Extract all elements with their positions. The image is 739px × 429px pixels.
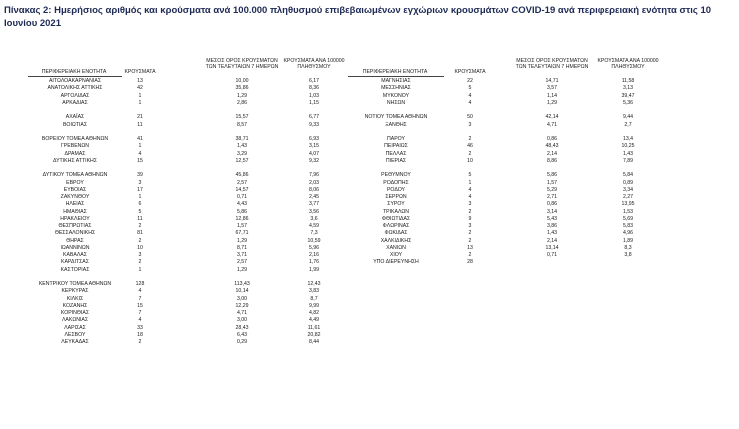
cell-cases: 46: [467, 143, 473, 150]
cell-avg7: 0,86: [546, 136, 558, 142]
cell-avg7: 12,29: [235, 302, 249, 309]
table-row: [28, 267, 358, 274]
cell-region: ΠΑΡΟΥ: [387, 136, 405, 142]
table-row: [28, 100, 358, 107]
cell-avg7: 12,86: [235, 215, 249, 222]
table-row: [348, 238, 678, 245]
table-row: [348, 158, 678, 165]
cell-avg7: 4,43: [236, 201, 248, 208]
table-row: [28, 310, 358, 317]
cell-per100k: 1,53: [622, 208, 634, 215]
table-row: [28, 259, 358, 266]
cell-region: ΚΕΡΚΥΡΑΣ: [61, 288, 89, 295]
cell-avg7: 3,86: [546, 223, 558, 229]
cell-avg7: 2,14: [546, 150, 558, 157]
cell-cases: 4: [468, 194, 472, 200]
cell-avg7: 5,43: [546, 215, 558, 222]
cell-avg7: 28,43: [235, 324, 249, 331]
cell-cases: 17: [137, 186, 143, 193]
cell-cases: 15: [137, 302, 143, 309]
cell-per100k: 7,96: [308, 172, 320, 179]
cell-region: ΦΘΙΩΤΙΔΑΣ: [381, 215, 411, 222]
cell-per100k: 13,4: [622, 136, 634, 142]
cell-cases: 50: [467, 114, 473, 121]
cell-region: ΔΥΤΙΚΟΥ ΤΟΜΕΑ ΑΘΗΝΩΝ: [42, 172, 108, 179]
cell-per100k: 39,47: [621, 92, 635, 99]
table-row: [28, 209, 358, 216]
cell-region: ΠΕΙΡΑΙΩΣ: [384, 143, 408, 150]
cell-region: ΣΕΡΡΩΝ: [385, 194, 407, 200]
header-region: ΠΕΡΙΦΕΡΕΙΑΚΗ ΕΝΟΤΗΤΑ: [41, 69, 107, 75]
cell-cases: 7: [138, 310, 142, 316]
cell-avg7: 2,86: [236, 99, 248, 106]
table-row: [28, 230, 358, 237]
cell-per100k: 5,36: [622, 99, 634, 106]
cell-avg7: 38,71: [235, 136, 249, 142]
table-row: [28, 158, 358, 165]
table-row: [348, 122, 678, 129]
cell-region: ΛΕΥΚΑΔΑΣ: [61, 339, 89, 345]
cell-cases: 2: [468, 136, 472, 142]
table-row: [28, 288, 358, 295]
cell-region: ΧΑΛΚΙΔΙΚΗΣ: [380, 237, 412, 244]
table-row: [348, 252, 678, 259]
cell-cases: 1: [138, 143, 142, 150]
cell-cases: 3: [468, 121, 472, 128]
cell-region: ΛΑΡΙΣΑΣ: [64, 324, 86, 331]
cell-region: ΚΑΒΑΛΑΣ: [63, 252, 87, 258]
table-row: [28, 296, 358, 303]
cell-per100k: 9,44: [622, 114, 634, 121]
cell-per100k: 8,3: [624, 244, 632, 251]
cell-cases: 2: [468, 208, 472, 215]
cell-cases: 5: [468, 172, 472, 179]
cell-avg7: 3,00: [236, 295, 248, 302]
cell-per100k: 2,16: [308, 252, 320, 258]
cell-per100k: 4,96: [622, 230, 634, 237]
cell-avg7: 0,71: [546, 252, 558, 258]
header-avg7: ΜΕΣΟΣ ΟΡΟΣ ΚΡΟΥΣΜΑΤΩΝ ΤΩΝ ΤΕΛΕΥΤΑΙΩΝ 7 ΗΜΕΡΩΝ: [205, 58, 279, 70]
cell-avg7: 2,71: [546, 194, 558, 200]
cell-region: ΔΡΑΜΑΣ: [64, 150, 86, 157]
cell-cases: 1: [468, 179, 472, 186]
cell-per100k: 7,89: [622, 157, 634, 164]
cell-per100k: 6,17: [308, 78, 320, 84]
cell-region: ΣΥΡΟΥ: [387, 201, 405, 208]
table-row: [28, 216, 358, 223]
table-row: [28, 114, 358, 121]
table-row: [348, 194, 678, 201]
cell-per100k: 6,93: [308, 136, 320, 142]
cell-cases: 2: [468, 237, 472, 244]
table-row: [28, 136, 358, 143]
cell-avg7: 4,71: [546, 121, 558, 128]
table-row: [348, 93, 678, 100]
cell-region: ΡΟΔΟΥ: [386, 186, 406, 193]
cell-cases: 1: [138, 92, 142, 99]
cell-per100k: 6,77: [308, 114, 320, 121]
cell-per100k: 1,15: [308, 99, 320, 106]
table-row: [28, 180, 358, 187]
cell-per100k: 2,45: [308, 194, 320, 200]
cell-avg7: 1,29: [236, 237, 248, 244]
cell-cases: 22: [467, 78, 473, 84]
cell-avg7: 0,86: [546, 201, 558, 208]
cell-cases: 1: [138, 266, 142, 273]
cell-per100k: 4,82: [308, 310, 320, 316]
cell-region: ΧΙΟΥ: [389, 252, 403, 258]
cell-avg7: 3,00: [236, 317, 248, 324]
cell-avg7: 3,57: [546, 85, 558, 92]
cell-avg7: 14,71: [545, 78, 559, 84]
cell-avg7: 5,29: [546, 186, 558, 193]
cell-cases: 1: [138, 194, 142, 200]
table-row: [28, 85, 358, 92]
cell-region: ΑΡΓΟΛΙΔΑΣ: [60, 92, 90, 99]
cell-per100k: 8,36: [308, 85, 320, 92]
cell-per100k: 3,6: [310, 215, 318, 222]
cell-avg7: 0,29: [236, 339, 248, 345]
table-row: [348, 172, 678, 179]
cell-region: ΑΝΑΤΟΛΙΚΗΣ ΑΤΤΙΚΗΣ: [47, 85, 103, 92]
cell-region: ΗΜΑΘΙΑΣ: [63, 208, 87, 215]
table-row: [28, 238, 358, 245]
cell-per100k: 1,99: [308, 266, 320, 273]
header-avg7: ΜΕΣΟΣ ΟΡΟΣ ΚΡΟΥΣΜΑΤΩΝ ΤΩΝ ΤΕΛΕΥΤΑΙΩΝ 7 ΗΜΕΡΩΝ: [515, 58, 589, 70]
cell-per100k: 5,83: [622, 223, 634, 229]
cell-per100k: 8,44: [308, 339, 320, 345]
cell-cases: 3: [468, 223, 472, 229]
cell-avg7: 1,29: [546, 99, 558, 106]
cell-per100k: 11,58: [621, 78, 635, 84]
cell-cases: 13: [137, 78, 143, 84]
cell-per100k: 2,7: [624, 121, 632, 128]
cell-cases: 42: [137, 85, 143, 92]
cell-per100k: 3,8: [624, 252, 632, 258]
cell-region: ΑΧΑΪΑΣ: [65, 114, 85, 121]
cell-avg7: 3,14: [546, 208, 558, 215]
cell-per100k: 9,32: [308, 157, 320, 164]
cell-cases: 5: [138, 208, 142, 215]
cell-cases: 5: [468, 85, 472, 92]
cell-per100k: 3,34: [622, 186, 634, 193]
header-underline: [28, 76, 122, 77]
cell-avg7: 6,43: [236, 331, 248, 338]
table-row: [28, 93, 358, 100]
cell-avg7: 2,57: [236, 179, 248, 186]
cell-per100k: 1,89: [622, 237, 634, 244]
cell-avg7: 15,57: [235, 114, 249, 121]
cell-per100k: 4,49: [308, 317, 320, 324]
cell-region: ΘΗΡΑΣ: [66, 237, 84, 244]
cell-cases: 3: [468, 201, 472, 208]
cell-per100k: 3,15: [308, 143, 320, 150]
cell-avg7: 0,71: [236, 194, 248, 200]
cell-region: ΔΥΤΙΚΗΣ ΑΤΤΙΚΗΣ: [53, 157, 97, 164]
table-row: [348, 151, 678, 158]
header-per100k: ΚΡΟΥΣΜΑΤΑ ΑΝΑ 100000 ΠΛΗΘΥΣΜΟΥ: [283, 58, 345, 70]
cell-per100k: 3,13: [622, 85, 634, 92]
cell-region: ΤΡΙΚΑΛΩΝ: [382, 208, 410, 215]
cell-avg7: 3,71: [236, 252, 248, 258]
cell-cases: 2: [138, 223, 142, 229]
cell-region: ΑΡΚΑΔΙΑΣ: [62, 99, 88, 106]
cell-per100k: 7,3: [310, 230, 318, 237]
cell-region: ΞΑΝΘΗΣ: [385, 121, 407, 128]
cell-region: ΧΑΝΙΩΝ: [386, 244, 406, 251]
cell-cases: 15: [137, 157, 143, 164]
cell-avg7: 1,29: [236, 266, 248, 273]
cell-avg7: 5,86: [236, 208, 248, 215]
cell-per100k: 1,76: [308, 259, 320, 266]
cell-cases: 18: [137, 331, 143, 338]
cell-cases: 81: [137, 230, 143, 237]
table-row: [28, 223, 358, 230]
table-row: [28, 245, 358, 252]
table-row: [28, 303, 358, 310]
cell-region: ΡΕΘΥΜΝΟΥ: [381, 172, 411, 179]
table-row: [28, 143, 358, 150]
cell-avg7: 2,14: [546, 237, 558, 244]
cell-avg7: 13,14: [545, 244, 559, 251]
table-row: [348, 136, 678, 143]
cell-per100k: 2,27: [622, 194, 634, 200]
cell-per100k: 9,33: [308, 121, 320, 128]
cell-cases: 2: [138, 259, 142, 266]
cell-cases: 21: [137, 114, 143, 121]
cell-cases: 4: [138, 150, 142, 157]
table-row: [348, 223, 678, 230]
cell-cases: 128: [135, 281, 145, 287]
cell-cases: 10: [467, 157, 473, 164]
table-row: [28, 122, 358, 129]
cell-cases: 3: [138, 252, 142, 258]
cell-avg7: 42,14: [545, 114, 559, 121]
cell-cases: 4: [468, 186, 472, 193]
header-underline: [348, 76, 444, 77]
cell-per100k: 5,84: [622, 172, 634, 179]
cell-region: ΦΛΩΡΙΝΑΣ: [382, 223, 410, 229]
table-caption: Πίνακας 2: Ημερήσιος αριθμός και κρούσματα ανά 100.000 πληθυσμού επιβεβαιωμένων εγχώριων κρουσμάτων COVID-19 ανά περιφερειακή ενότητα στις 10 Ιουνίου 2021: [4, 5, 712, 29]
cell-avg7: 3,29: [236, 150, 248, 157]
cell-avg7: 4,71: [236, 310, 248, 316]
cell-region: ΥΠΟ ΔΙΕΡΕΥΝΗΣΗ: [373, 259, 419, 266]
table-row: [28, 151, 358, 158]
cell-region: ΚΑΡΔΙΤΣΑΣ: [61, 259, 89, 266]
cell-cases: 2: [468, 230, 472, 237]
cell-region: ΛΑΚΩΝΙΑΣ: [61, 317, 89, 324]
cell-avg7: 1,43: [236, 143, 248, 150]
cell-cases: 39: [137, 172, 143, 179]
cell-region: ΗΛΕΙΑΣ: [65, 201, 85, 208]
cell-per100k: 9,99: [308, 302, 320, 309]
cell-region: ΠΙΕΡΙΑΣ: [385, 157, 407, 164]
header-cases: ΚΡΟΥΣΜΑΤΑ: [454, 69, 486, 75]
cell-cases: 2: [138, 237, 142, 244]
cell-per100k: 2,03: [308, 179, 320, 186]
cell-cases: 4: [468, 99, 472, 106]
cell-avg7: 1,43: [546, 230, 558, 237]
cell-per100k: 8,7: [310, 295, 318, 302]
table-row: [348, 216, 678, 223]
cell-cases: 33: [137, 324, 143, 331]
cell-region: ΚΟΡΙΝΘΙΑΣ: [60, 310, 90, 316]
table-row: [28, 332, 358, 339]
cell-avg7: 48,43: [545, 143, 559, 150]
table-row: [28, 317, 358, 324]
cell-region: ΒΟΡΕΙΟΥ ΤΟΜΕΑ ΑΘΗΝΩΝ: [41, 136, 109, 142]
table-row: [28, 78, 358, 85]
cell-region: ΡΟΔΟΠΗΣ: [383, 179, 409, 186]
table-row: [28, 252, 358, 259]
cell-region: ΕΒΡΟΥ: [66, 179, 84, 186]
cell-avg7: 8,71: [236, 244, 248, 251]
table-row: [348, 187, 678, 194]
cell-cases: 1: [138, 99, 142, 106]
cell-per100k: 12,43: [307, 281, 321, 287]
cell-avg7: 5,86: [546, 172, 558, 179]
cell-avg7: 14,57: [235, 186, 249, 193]
cell-cases: 28: [467, 259, 473, 266]
table-row: [348, 78, 678, 85]
cell-region: ΦΩΚΙΔΑΣ: [384, 230, 408, 237]
cell-avg7: 10,14: [235, 288, 249, 295]
cell-avg7: 1,29: [236, 92, 248, 99]
cell-region: ΛΕΣΒΟΥ: [64, 331, 86, 338]
table-row: [28, 339, 358, 346]
cell-avg7: 45,86: [235, 172, 249, 179]
cell-cases: 6: [138, 201, 142, 208]
cell-cases: 2: [138, 339, 142, 345]
header-cases: ΚΡΟΥΣΜΑΤΑ: [124, 69, 156, 75]
cell-avg7: 8,86: [546, 157, 558, 164]
cell-region: ΚΕΝΤΡΙΚΟΥ ΤΟΜΕΑ ΑΘΗΝΩΝ: [38, 281, 112, 287]
cell-avg7: 8,57: [236, 121, 248, 128]
cell-per100k: 3,77: [308, 201, 320, 208]
cell-per100k: 11,61: [307, 324, 321, 331]
cell-region: ΘΕΣΠΡΩΤΙΑΣ: [58, 223, 92, 229]
cell-avg7: 1,57: [546, 179, 558, 186]
table-row: [28, 201, 358, 208]
cell-per100k: 0,89: [622, 179, 634, 186]
cell-avg7: 1,14: [546, 92, 558, 99]
table-row: [348, 259, 678, 266]
cell-avg7: 1,57: [236, 223, 248, 229]
table-row: [348, 85, 678, 92]
table-row: [348, 143, 678, 150]
cell-cases: 41: [137, 136, 143, 142]
cell-avg7: 113,43: [234, 281, 250, 287]
cell-region: ΙΩΑΝΝΙΝΩΝ: [60, 244, 90, 251]
cell-per100k: 10,59: [307, 237, 321, 244]
cell-per100k: 4,59: [308, 223, 320, 229]
cell-region: ΗΡΑΚΛΕΙΟΥ: [60, 215, 90, 222]
cell-region: ΝΟΤΙΟΥ ΤΟΜΕΑ ΑΘΗΝΩΝ: [364, 114, 428, 121]
cell-per100k: 20,82: [307, 331, 321, 338]
header-per100k: ΚΡΟΥΣΜΑΤΑ ΑΝΑ 100000 ΠΛΗΘΥΣΜΟΥ: [597, 58, 659, 70]
table-row: [348, 100, 678, 107]
table-row: [28, 194, 358, 201]
cell-avg7: 2,57: [236, 259, 248, 266]
cell-region: ΕΥΒΟΙΑΣ: [63, 186, 87, 193]
cell-region: ΒΟΙΩΤΙΑΣ: [62, 121, 88, 128]
table-row: [28, 172, 358, 179]
cell-cases: 4: [138, 288, 142, 295]
cell-region: ΓΡΕΒΕΝΩΝ: [60, 143, 90, 150]
cell-per100k: 5,96: [308, 244, 320, 251]
cell-per100k: 3,56: [308, 208, 320, 215]
table-row: [348, 245, 678, 252]
cell-region: ΚΙΛΚΙΣ: [66, 295, 84, 302]
cell-per100k: 10,25: [621, 143, 635, 150]
cell-region: ΠΕΛΛΑΣ: [385, 150, 407, 157]
cell-per100k: 13,95: [621, 201, 635, 208]
table-row: [28, 325, 358, 332]
header-region: ΠΕΡΙΦΕΡΕΙΑΚΗ ΕΝΟΤΗΤΑ: [362, 69, 428, 75]
table-row: [348, 114, 678, 121]
table-row: [348, 180, 678, 187]
cell-region: ΚΑΣΤΟΡΙΑΣ: [60, 266, 90, 273]
cell-per100k: 8,06: [308, 186, 320, 193]
cell-cases: 7: [138, 295, 142, 302]
cell-region: ΝΗΣΩΝ: [386, 99, 406, 106]
cell-region: ΘΕΣΣΑΛΟΝΙΚΗΣ: [54, 230, 96, 237]
cell-avg7: 67,71: [235, 230, 249, 237]
cell-cases: 10: [137, 244, 143, 251]
cell-cases: 2: [468, 150, 472, 157]
cell-avg7: 35,86: [235, 85, 249, 92]
cell-region: ΜΥΚΟΝΟΥ: [382, 92, 410, 99]
cell-per100k: 4,07: [308, 150, 320, 157]
cell-per100k: 1,03: [308, 92, 320, 99]
cell-region: ΑΙΤΩΛΟΑΚΑΡΝΑΝΙΑΣ: [48, 78, 102, 84]
cell-per100k: 3,83: [308, 288, 320, 295]
table-row: [348, 209, 678, 216]
cell-avg7: 12,57: [235, 157, 249, 164]
table-row: [28, 281, 358, 288]
cell-cases: 4: [138, 317, 142, 324]
table-row: [348, 201, 678, 208]
cell-cases: 4: [468, 92, 472, 99]
cell-region: ΚΟΖΑΝΗΣ: [62, 302, 88, 309]
cell-avg7: 10,00: [235, 78, 249, 84]
cell-region: ΖΑΚΥΝΘΟΥ: [60, 194, 90, 200]
table-row: [28, 187, 358, 194]
cell-per100k: 1,43: [622, 150, 634, 157]
cell-cases: 9: [468, 215, 472, 222]
cell-cases: 3: [138, 179, 142, 186]
cell-cases: 13: [467, 244, 473, 251]
cell-per100k: 5,69: [622, 215, 634, 222]
table-row: [348, 230, 678, 237]
cell-region: ΜΕΣΣΗΝΙΑΣ: [381, 85, 411, 92]
cell-cases: 11: [137, 121, 143, 128]
cell-cases: 11: [137, 215, 143, 222]
cell-region: ΜΑΓΝΗΣΙΑΣ: [381, 78, 411, 84]
cell-cases: 2: [468, 252, 472, 258]
